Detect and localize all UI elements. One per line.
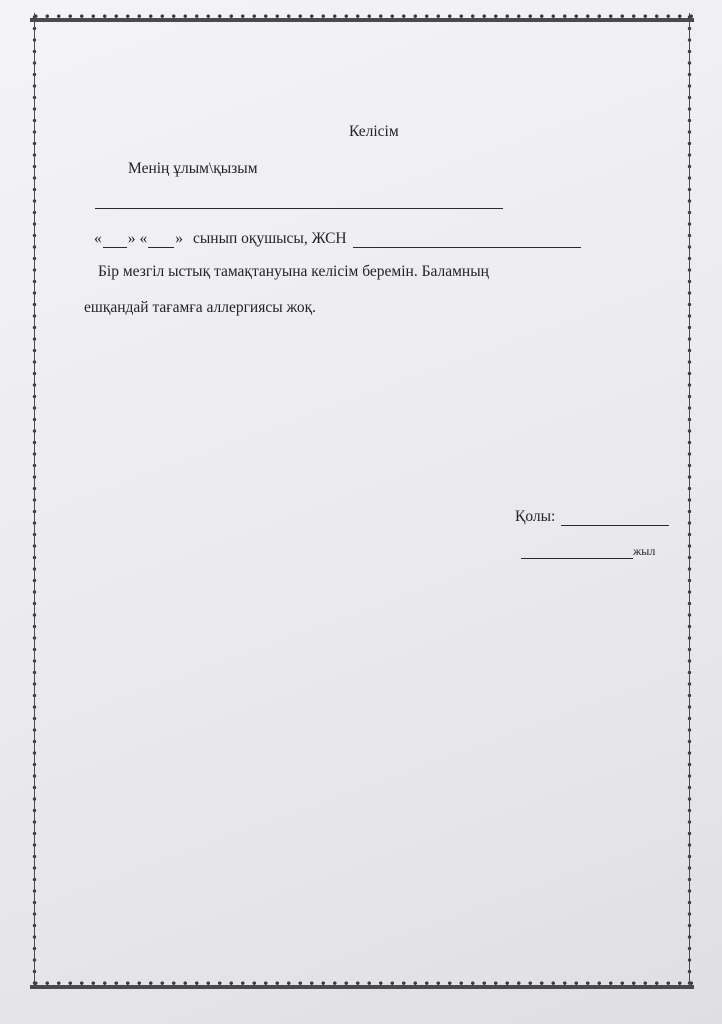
quote-close-1: » bbox=[127, 230, 136, 247]
year-blank bbox=[521, 545, 633, 559]
year-suffix: жыл bbox=[633, 544, 656, 558]
class-row-text: сынып оқушысы, ЖСН bbox=[193, 230, 347, 247]
border-right bbox=[685, 13, 694, 989]
quote-open-1: « bbox=[94, 230, 102, 247]
border-top bbox=[30, 13, 694, 22]
child-name-blank bbox=[95, 208, 503, 209]
quote-close-2: » bbox=[175, 230, 183, 247]
consent-paragraph-line-1: Бір мезгіл ыстық тамақтануына келісім беремін. Баламның bbox=[98, 263, 489, 280]
quote-open-2: « bbox=[139, 230, 148, 247]
signature-label: Қолы: bbox=[515, 508, 556, 525]
border-bottom bbox=[30, 980, 694, 989]
intro-text: Менің ұлым\қызым bbox=[128, 160, 258, 177]
consent-paragraph-line-2: ешқандай тағамға аллергиясы жоқ. bbox=[84, 299, 317, 316]
class-number-blank bbox=[103, 233, 127, 248]
border-left bbox=[30, 13, 39, 989]
signature-row bbox=[515, 508, 670, 526]
class-row bbox=[94, 228, 582, 248]
class-letter-blank bbox=[148, 233, 174, 248]
date-row bbox=[521, 543, 655, 559]
document-title: Келісім bbox=[349, 123, 399, 140]
iin-blank bbox=[353, 233, 581, 248]
signature-blank bbox=[561, 511, 669, 526]
